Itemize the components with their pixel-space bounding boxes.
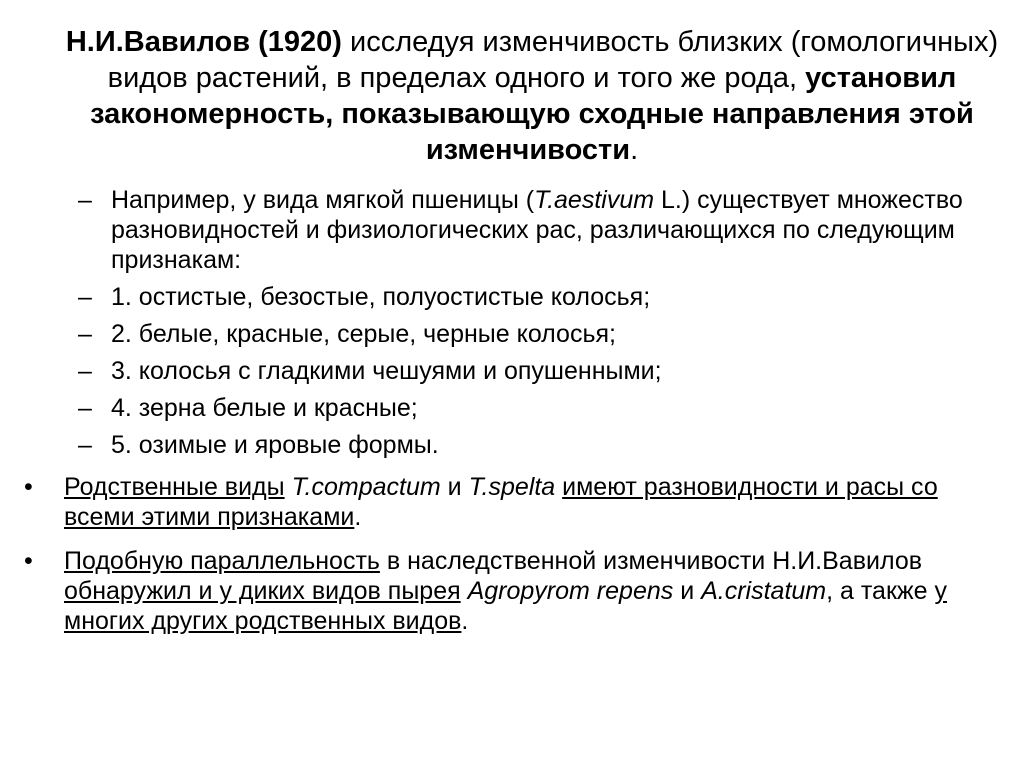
text-span: исследуя изменчивость близких (гомологичных) видов растений, в пределах одного и того же рода,	[107, 26, 999, 94]
trait-list-item	[78, 393, 978, 423]
bullet-list-item	[24, 472, 984, 532]
text-span	[285, 473, 292, 501]
list-item-text	[111, 357, 662, 385]
list-item-text	[111, 186, 963, 274]
text-span: 2. белые, красные, серые, черные колосья;	[111, 320, 616, 348]
text-span: A.cristatum	[701, 577, 827, 605]
lead-paragraph	[62, 24, 1002, 168]
text-span: .	[354, 503, 362, 531]
text-span: , а также	[826, 577, 935, 605]
text-span: Родственные виды	[64, 473, 285, 501]
text-span: Agropyrom repens	[467, 577, 674, 605]
trait-list-item	[78, 319, 978, 349]
text-span: у многих других родственных видов	[64, 577, 947, 635]
trait-list-item	[78, 282, 978, 312]
bullet-list-item	[24, 546, 984, 636]
list-item-text	[64, 547, 947, 635]
text-span: и	[673, 577, 702, 605]
list-marker: •	[24, 473, 33, 501]
text-span: Например, у вида мягкой пшеницы (	[111, 186, 535, 214]
list-item-text	[111, 431, 439, 459]
trait-list-item	[78, 356, 978, 386]
text-span: 1. остистые, безостые, полуостистые колосья;	[111, 283, 651, 311]
text-span: в наследственной изменчивости Н.И.Вавилов	[379, 547, 923, 575]
text-span: 5. озимые и яровые формы.	[111, 431, 439, 459]
trait-list-item	[78, 430, 978, 460]
list-marker: •	[24, 547, 33, 575]
text-span: .	[461, 607, 469, 635]
text-span: .	[630, 134, 639, 166]
trait-list-item	[78, 185, 978, 275]
text-span: 3. колосья с гладкими чешуями и опушенными;	[111, 357, 662, 385]
text-span: L.) существует множество разновидностей и физиологических рас, различающихся по следующим признакам:	[111, 186, 963, 274]
text-span: T.spelta	[468, 473, 556, 501]
text-span: T.aestivum	[534, 186, 655, 214]
text-span: Подобную параллельность	[64, 547, 380, 575]
text-span: 4. зерна белые и красные;	[111, 394, 418, 422]
text-span: и	[440, 473, 469, 501]
text-span: Н.И.Вавилов (1920)	[65, 26, 342, 58]
text-span	[461, 577, 468, 605]
list-marker: –	[78, 320, 92, 348]
text-span: T.compactum	[291, 473, 441, 501]
text-span: обнаружил и у диких видов пырея	[64, 577, 461, 605]
list-marker: –	[78, 186, 92, 214]
list-item-text	[111, 394, 418, 422]
text-span: установил закономерность, показывающую сходные направления этой изменчивости	[90, 62, 974, 166]
list-marker: –	[78, 357, 92, 385]
trait-list	[78, 185, 978, 467]
text-span: имеют разновидности и расы со всеми этими признаками	[64, 473, 938, 531]
list-item-text	[64, 473, 938, 531]
list-marker: –	[78, 431, 92, 459]
list-item-text	[111, 283, 650, 311]
bullet-list	[24, 472, 984, 650]
list-marker: –	[78, 394, 92, 422]
list-marker: –	[78, 283, 92, 311]
list-item-text	[111, 320, 616, 348]
